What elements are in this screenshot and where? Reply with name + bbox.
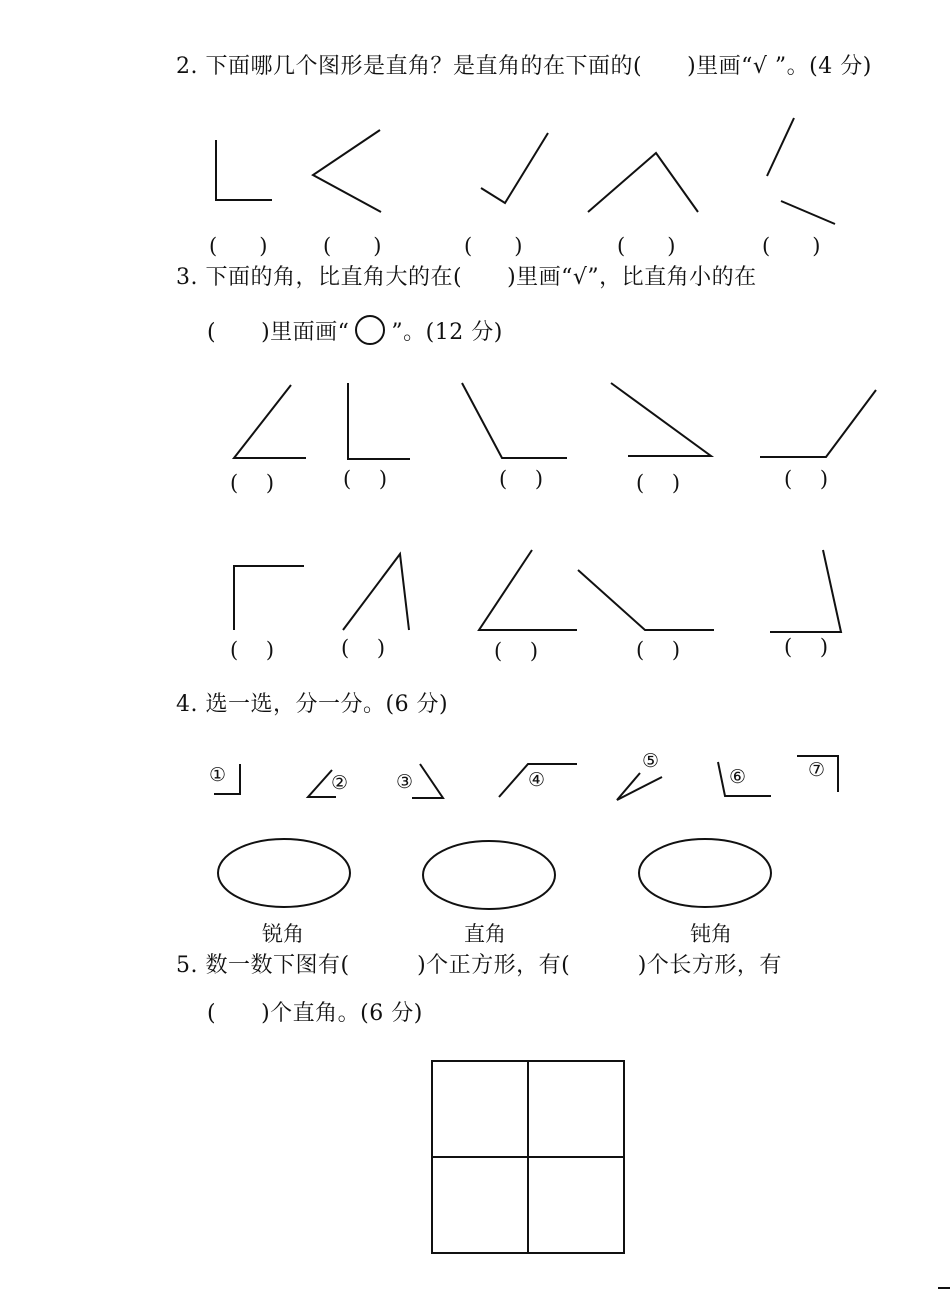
q3-blank-6[interactable]: ( ) bbox=[230, 638, 275, 662]
q3-text-line1: 3. 下面的角，比直角大的在( )里画“√”，比直角小的在 bbox=[176, 265, 757, 290]
q2-blank-5[interactable]: ( ) bbox=[762, 234, 821, 258]
q3-blank-1[interactable]: ( ) bbox=[230, 471, 275, 495]
q3-text-line2-before: ( )里面画“ bbox=[207, 320, 350, 345]
q3-text-line2-after: ”。(12 分) bbox=[391, 320, 503, 345]
q4-number-1: ① bbox=[209, 764, 227, 786]
q3-blank-4[interactable]: ( ) bbox=[636, 471, 681, 495]
q2-blank-1[interactable]: ( ) bbox=[209, 234, 268, 258]
q3-blank-8[interactable]: ( ) bbox=[494, 639, 539, 663]
q4-number-7: ⑦ bbox=[808, 759, 826, 781]
q3-blank-2[interactable]: ( ) bbox=[343, 467, 388, 491]
q4-category-acute: 锐角 bbox=[262, 922, 304, 946]
q4-number-3: ③ bbox=[396, 771, 414, 793]
q3-blank-7[interactable]: ( ) bbox=[341, 636, 386, 660]
q4-number-6: ⑥ bbox=[729, 766, 747, 788]
q3-blank-10[interactable]: ( ) bbox=[784, 635, 829, 659]
q4-number-5: ⑤ bbox=[642, 750, 660, 772]
q2-blank-3[interactable]: ( ) bbox=[464, 234, 523, 258]
q4-number-2: ② bbox=[331, 772, 349, 794]
q5-text-line1: 5. 数一数下图有( )个正方形，有( )个长方形，有 bbox=[176, 953, 782, 978]
q2-blank-4[interactable]: ( ) bbox=[617, 234, 676, 258]
q3-blank-9[interactable]: ( ) bbox=[636, 638, 681, 662]
q4-category-right: 直角 bbox=[464, 922, 506, 946]
q5-text-line2: ( )个直角。(6 分) bbox=[207, 1001, 423, 1026]
q2-text: 2. 下面哪几个图形是直角？是直角的在下面的( )里画“√ ”。(4 分) bbox=[176, 54, 872, 79]
q4-text: 4. 选一选，分一分。(6 分) bbox=[176, 692, 449, 717]
q3-blank-3[interactable]: ( ) bbox=[499, 467, 544, 491]
q3-blank-5[interactable]: ( ) bbox=[784, 467, 829, 491]
q4-category-obtuse: 钝角 bbox=[690, 922, 732, 946]
q4-number-4: ④ bbox=[528, 769, 546, 791]
q2-blank-2[interactable]: ( ) bbox=[323, 234, 382, 258]
